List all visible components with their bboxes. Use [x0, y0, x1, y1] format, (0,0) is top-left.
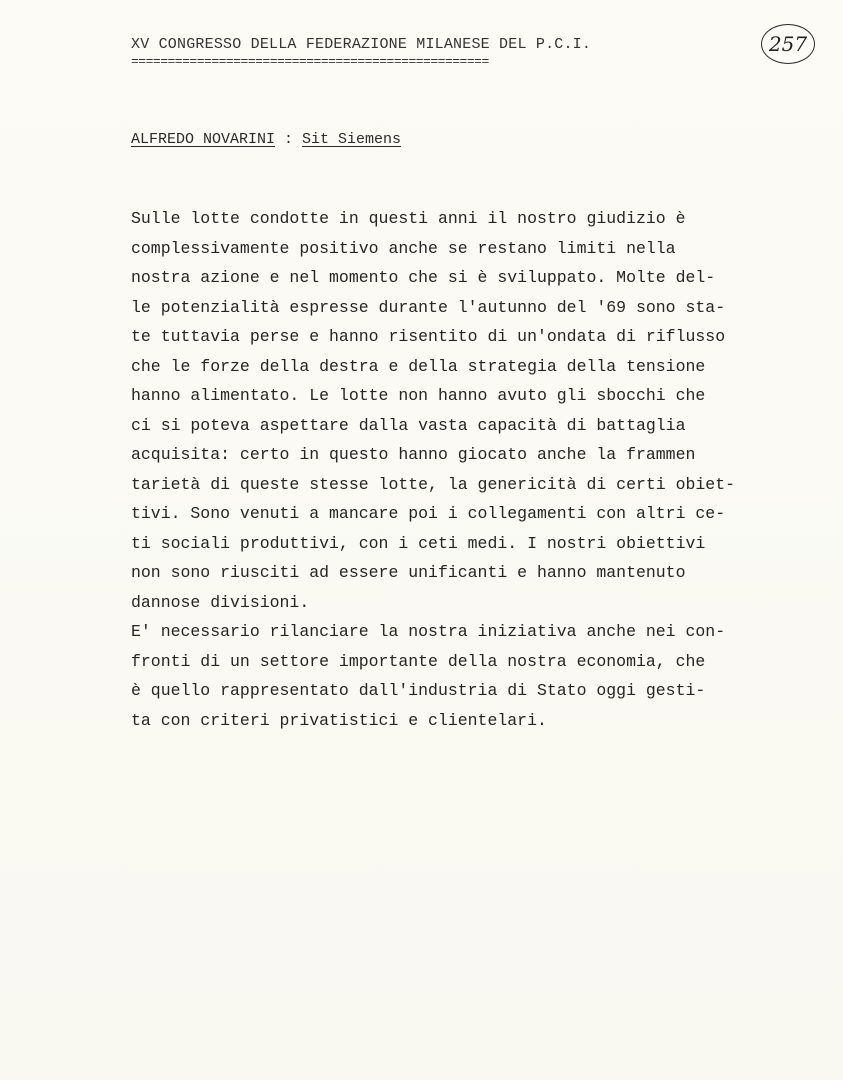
body-line: te tuttavia perse e hanno risentito di un'ondata di riflusso [131, 327, 726, 346]
body-line: E' necessario rilanciare la nostra iniziativa anche nei con- [131, 622, 726, 641]
body-line: nostra azione e nel momento che si è sviluppato. Molte del- [131, 268, 716, 287]
body-line: le potenzialità espresse durante l'autunno del '69 sono sta- [131, 297, 726, 317]
body-line: acquisita: certo in questo hanno giocato anche la frammen [131, 445, 696, 464]
body-line: tivi. Sono venuti a mancare poi i collegamenti con altri ce- [131, 504, 726, 523]
body-line: complessivamente positivo anche se restano limiti nella [131, 238, 676, 258]
speaker-heading [131, 131, 401, 148]
body-line: ci si poteva aspettare dalla vasta capacità di battaglia [131, 415, 686, 435]
body-line: fronti di un settore importante della nostra economia, che [131, 651, 706, 671]
body-line: che le forze della destra e della strategia della tensione [131, 356, 706, 376]
speech-body [131, 204, 831, 735]
speaker-organization: Sit Siemens [302, 131, 402, 148]
body-line: Sulle lotte condotte in questi anni il nostro giudizio è [131, 209, 686, 228]
body-line: ta con criteri privatistici e clientelari. [131, 710, 547, 730]
speaker-separator: : [275, 131, 303, 148]
document-header-title: XV CONGRESSO DELLA FEDERAZIONE MILANESE DEL P.C.I. [131, 36, 592, 53]
body-line: ti sociali produttivi, con i ceti medi. I nostri obiettivi [131, 533, 706, 553]
body-line: è quello rappresentato dall'industria di Stato oggi gesti- [131, 681, 706, 700]
header-underline-rule: ================================================= [131, 54, 489, 69]
body-line: dannose divisioni. [131, 592, 310, 612]
body-line: hanno alimentato. Le lotte non hanno avuto gli sbocchi che [131, 386, 706, 405]
body-line: non sono riusciti ad essere unificanti e hanno mantenuto [131, 563, 686, 582]
handwritten-page-number: 257 [761, 24, 815, 64]
speaker-name: ALFREDO NOVARINI [131, 131, 276, 148]
body-line: tarietà di queste stesse lotte, la genericità di certi obiet- [131, 474, 735, 494]
